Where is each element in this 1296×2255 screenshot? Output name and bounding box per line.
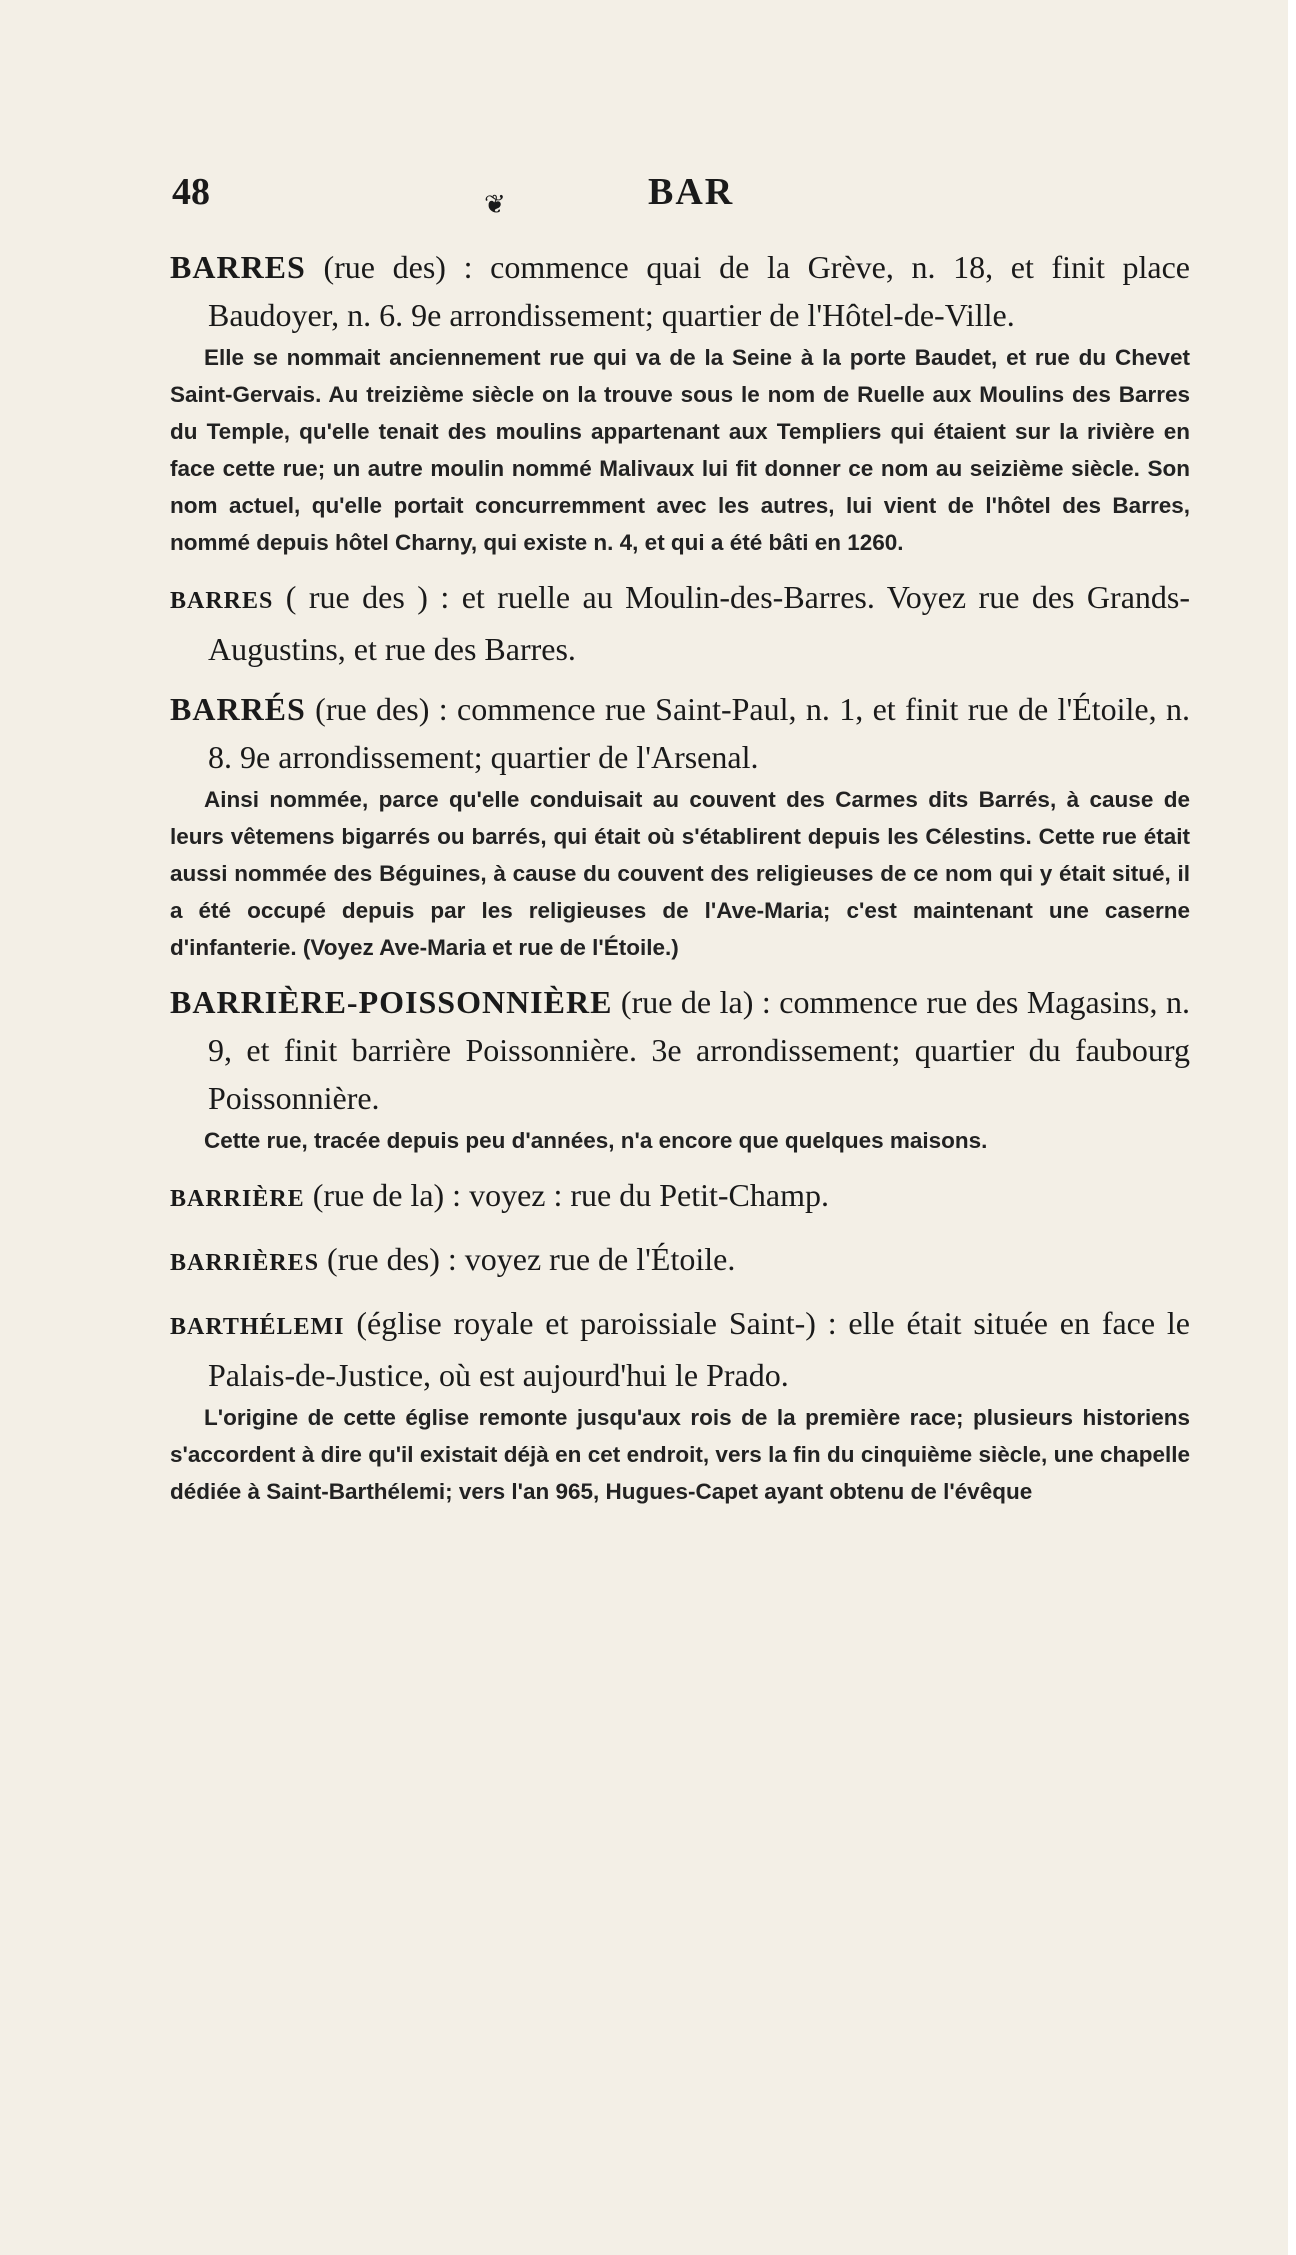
entry-barriere-poissonniere [170, 978, 1190, 1159]
entry-text: ( rue des ) : et ruelle au Moulin-des-Barres. Voyez rue des Grands-Augustins, et rue des Barres. [208, 579, 1190, 667]
entry-barthelemi [170, 1299, 1190, 1510]
ornament-icon: ❦ [484, 190, 506, 219]
entry-note: Ainsi nommée, parce qu'elle conduisait au couvent des Carmes dits Barrés, à cause de leurs vêtemens bigarrés ou barrés, qui était où s'établirent depuis les Célestins. Cette rue était aussi nommée des Béguines, à cause du couvent des religieuses de ce nom qui y était situé, il a été occupé depuis par les religieuses de l'Ave-Maria; c'est maintenant une caserne d'infanterie. (Voyez Ave-Maria et rue de l'Étoile.) [170, 787, 1190, 960]
entry-barres-1 [170, 243, 1190, 561]
dictionary-content [170, 243, 1190, 1522]
entry-note: Cette rue, tracée depuis peu d'années, n'a encore que quelques maisons. [204, 1128, 988, 1153]
entry-barres-2 [170, 573, 1190, 673]
headword: BARRÉS [170, 691, 306, 727]
entry-barres-3 [170, 685, 1190, 966]
entry-text: (rue de la) : commence rue des Magasins, n. 9, et finit barrière Poissonnière. 3e arrondissement; quartier du faubourg Poissonnière. [208, 984, 1190, 1116]
entry-title [170, 685, 1190, 781]
headword: BARRIÈRE-POISSONNIÈRE [170, 984, 613, 1020]
headword: BARRIÈRES [170, 1250, 320, 1276]
entry-title [170, 573, 1190, 673]
page-header [172, 170, 1192, 220]
entry-title [170, 1235, 1190, 1287]
entry-text: (rue de la) : voyez : rue du Petit-Champ. [304, 1177, 829, 1213]
entry-title [170, 1171, 1190, 1223]
entry-barrieres [170, 1235, 1190, 1287]
headword: BARRES [170, 249, 306, 285]
entry-text: (église royale et paroissiale Saint-) : elle était située en face le Palais-de-Justice, où est aujourd'hui le Prado. [208, 1305, 1190, 1393]
headword: BARTHÉLEMI [170, 1314, 345, 1340]
page-number: 48 [172, 171, 210, 213]
headword: BARRIÈRE [170, 1186, 305, 1212]
entry-title [170, 978, 1190, 1122]
entry-title [170, 243, 1190, 339]
running-head: BAR [648, 171, 735, 213]
entry-text: (rue des) : commence quai de la Grève, n. 18, et finit place Baudoyer, n. 6. 9e arrondissement; quartier de l'Hôtel-de-Ville. [208, 249, 1190, 333]
entry-note: Elle se nommait anciennement rue qui va de la Seine à la porte Baudet, et rue du Chevet Saint-Gervais. Au treizième siècle on la trouve sous le nom de Ruelle aux Moulins des Barres du Temple, qu'elle tenait des moulins appartenant aux Templiers qui étaient sur la rivière en face cette rue; un autre moulin nommé Malivaux lui fit donner ce nom au seizième siècle. Son nom actuel, qu'elle portait concurremment avec les autres, lui vient de l'hôtel des Barres, nommé depuis hôtel Charny, qui existe n. 4, et qui a été bâti en 1260. [170, 345, 1190, 555]
entry-note: L'origine de cette église remonte jusqu'aux rois de la première race; plusieurs historiens s'accordent à dire qu'il existait déjà en cet endroit, vers la fin du cinquième siècle, une chapelle dédiée à Saint-Barthélemi; vers l'an 965, Hugues-Capet ayant obtenu de l'évêque [170, 1405, 1190, 1504]
entry-barriere [170, 1171, 1190, 1223]
entry-text: (rue des) : voyez rue de l'Étoile. [319, 1241, 736, 1277]
entry-title [170, 1299, 1190, 1399]
entry-text: (rue des) : commence rue Saint-Paul, n. 1, et finit rue de l'Étoile, n. 8. 9e arrondissement; quartier de l'Arsenal. [208, 691, 1190, 775]
headword: BARRES [170, 588, 274, 614]
